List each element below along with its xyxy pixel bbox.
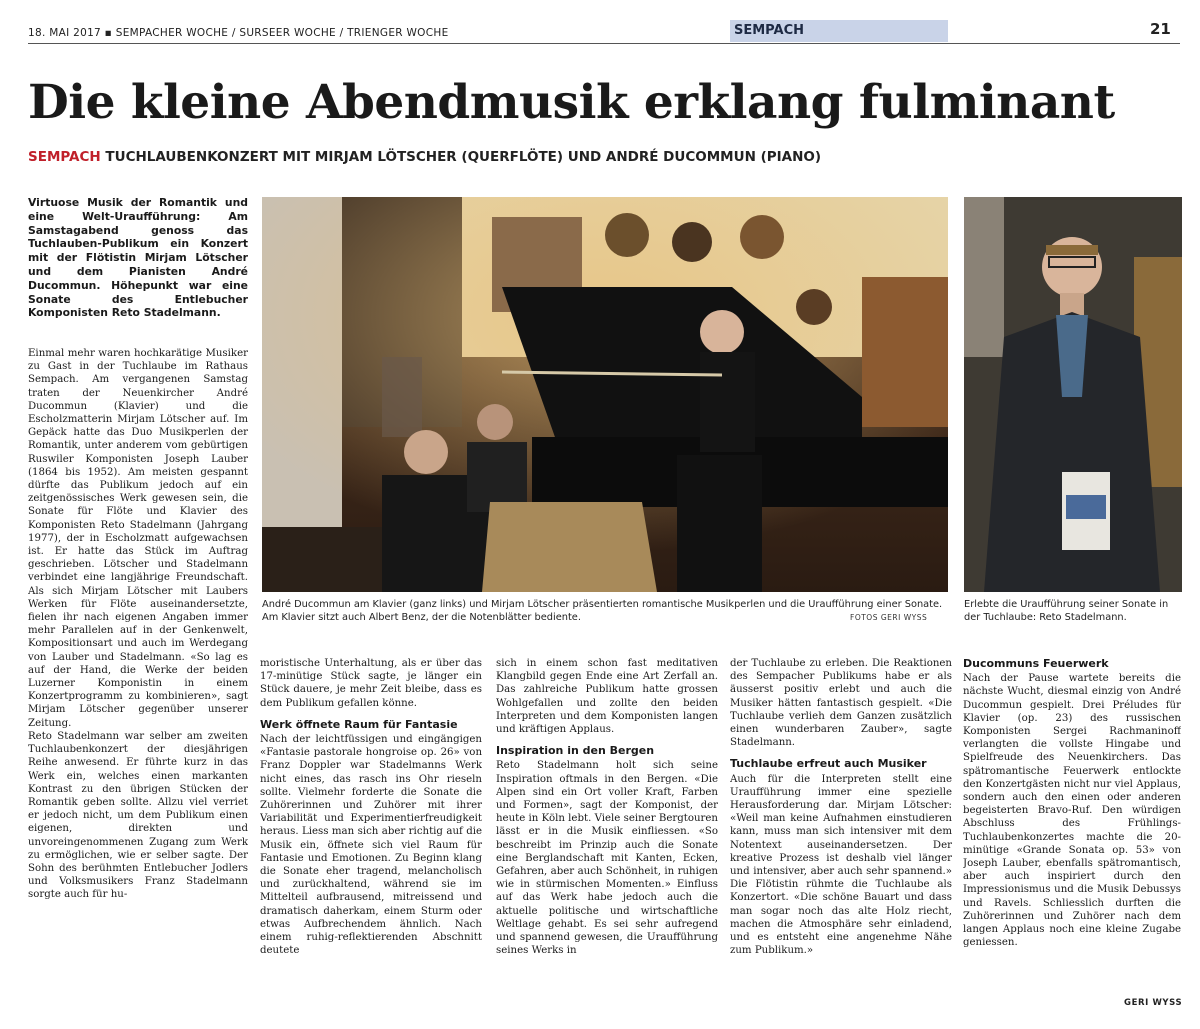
body-paragraph: der Tuchlaube zu erleben. Die Reaktionen des Sempacher Publikums habe er als äusserst positiv erlebt und auch die Musiker hätten fantastisch gespielt. «Die Tuchlaube verlieh dem Ganzen zusätzlich einen wunderbaren Zauber», sagte Stadelmann. xyxy=(730,658,952,749)
column-3 xyxy=(496,657,718,1015)
column-4 xyxy=(730,657,952,1015)
author-signature: GERI WYSS xyxy=(1124,998,1183,1008)
body-paragraph: Reto Stadelmann holt sich seine Inspiration oftmals in den Bergen. «Die Alpen sind ein Ort voller Kraft, Farben und Formen», sagt der Komponist, der heute in Köln lebt. Viele seiner Bergtouren lässt er in die Musik einfliessen. «So beschreibt im Prinzip auch die Sonate eine Berglandschaft mit Kanten, Ecken, Gefahren, aber auch Schönheit, in ruhigen wie in stürmischen Momenten.» Einfluss auf das Werk habe jedoch auch die aktuelle politische und wirtschaftliche Weltlage gehabt. Es sei sehr aufregend und spannend gewesen, die Uraufführung seines Werks in xyxy=(496,760,718,957)
photo-credit: FOTOS GERI WYSS xyxy=(850,613,928,622)
kicker: SEMPACH xyxy=(28,149,101,165)
body-paragraph: moristische Unterhaltung, als er über das 17-minütige Stück sagte, je länger ein Stück dauere, je mehr Zeit bleibe, dass es dem Publikum gefallen könne. xyxy=(260,658,482,709)
body-paragraph: Nach der leichtfüssigen und eingängigen «Fantasie pastorale hongroise op. 26» von Franz Doppler war Stadelmanns Werk nicht eines, das rasch ins Ohr rieseln sollte. Vielmehr forderte die Sonate die Zuhörerinnen und Zuhörer mit ihrer Variabilität und Experimentierfreudigkeit heraus. Liess man sich aber richtig auf die Musik ein, öffnete sich viel Raum für Fantasie und Emotionen. Zu Beginn klang die Sonate eher tragend, melancholisch und zurückhaltend, während sie im Mittelteil aufbrausend, mitreissend und dramatisch daherkam, einem Sturm oder etwas Aufbrechendem ähnlich. Nach einem ruhig-reflektierenden Abschnitt deutete xyxy=(260,734,482,957)
body-paragraph: Einmal mehr waren hochkarätige Musiker zu Gast in der Tuchlaube im Rathaus Sempach. Am vergangenen Samstag traten der Neuenkircher André Ducommun (Klavier) und die Escholzmatterin Mirjam Lötscher auf. Im Gepäck hatte das Duo Musikperlen der Romantik, unter anderem vom gebürtigen Ruswiler Komponisten Joseph Lauber (1864 bis 1952). Am meisten gespannt dürfte das Publikum jedoch auf ein zeitgenössisches Werk gewesen sein, die Sonate für Flöte und Klavier des Komponisten Reto Stadelmann (Jahrgang 1977), der in Escholzmatt aufgewachsen ist. Er hatte das Stück im Auftrag geschrieben. Lötscher und Stadelmann verbindet eine langjährige Freundschaft. Als sich Mirjam Lötscher mit Laubers Werken für Flöte auseinandersetzte, fielen ihr nach eigenen Angaben immer mehr Parallelen auf in der Genkenwelt, Kompositionsart und auch im Werdegang von Lauber und Stadelmann. «So lag es auf der Hand, die Werke der beiden Luzerner Komponistin in einem Konzertprogramm zu kombinieren», sagt Mirjam Lötscher gegenüber unserer Zeitung. xyxy=(28,348,248,729)
concert-photo xyxy=(262,197,948,592)
subheading: Inspiration in den Bergen xyxy=(496,744,655,758)
column-1 xyxy=(28,347,248,1017)
body-paragraph: Auch für die Interpreten stellt eine Uraufführung immer eine spezielle Herausforderung dar. Mirjam Lötscher: «Weil man keine Aufnahmen einstudieren kann, muss man sich intensiver mit dem Notentext auseinandersetzen. Der kreative Prozess ist deshalb viel länger und intensiver, aber auch sehr spannend.» Die Flötistin rühmte die Tuchlaube als Konzertort. «Die schöne Bauart und dass man sogar noch das alte Holz riecht, machen die Atmosphäre sehr einladend, und es entsteht eine angenehme Nähe zum Publikum.» xyxy=(730,773,952,957)
subheadline-row xyxy=(28,149,821,165)
photo-caption-main: André Ducommun am Klavier (ganz links) und Mirjam Lötscher präsentierten romantische Musikperlen und die Uraufführung einer Sonate. Am Klavier sitzt auch Albert Benz, der die Notenblätter bediente. xyxy=(262,599,943,623)
headline: Die kleine Abendmusik erklang fulminant xyxy=(28,75,1115,130)
body-paragraph: Reto Stadelmann war selber am zweiten Tuchlaubenkonzert der diesjährigen Reihe anwesend. Er führte kurz in das Werk ein, welches einen markanten Kontrast zu den übrigen Stücken der Romantik geben sollte. Allzu viel verriet er jedoch nicht, um dem Publikum einen eigenen, direkten und unvoreingenommenen Zugang zum Werk zu ermöglichen, wie er selber sagte. Der Sohn des berühmten Entlebucher Jodlers und Volksmusikers Franz Stadelmann sorgte auch für hu- xyxy=(28,730,248,901)
body-paragraph: sich in einem schon fast meditativen Klangbild gegen Ende eine Art Zerfall an. Das zahlreiche Publikum hatte grossen Wohlgefallen und zollte den beiden Interpreten und dem Komponisten langen und kräftigen Applaus. xyxy=(496,658,718,736)
composer-photo xyxy=(964,197,1182,592)
subheading: Tuchlaube erfreut auch Musiker xyxy=(730,757,927,771)
subheading: Werk öffnete Raum für Fantasie xyxy=(260,717,458,731)
lead-paragraph: Virtuose Musik der Romantik und eine Welt-Uraufführung: Am Samstagabend genoss das Tuchlauben-Publikum ein Konzert mit der Flötistin Mirjam Lötscher und dem Pianisten André Ducommun. Höhepunkt war eine Sonate des Entlebucher Komponisten Reto Stadelmann. xyxy=(28,196,248,320)
subheading: Ducommuns Feuerwerk xyxy=(963,657,1109,670)
photo-caption-side: Erlebte die Uraufführung seiner Sonate in der Tuchlaube: Reto Stadelmann. xyxy=(964,599,1169,623)
column-5 xyxy=(963,657,1181,1015)
section-tag: SEMPACH xyxy=(730,20,948,42)
body-paragraph: Nach der Pause wartete bereits die nächste Wucht, diesmal einzig von André Ducommun gespielt. Drei Préludes für Klavier (op. 23) des russischen Komponisten Sergei Rachmaninoff verlangten die vollste Hingabe und Spielfreude des Neuenkirchers. Das spätromantische Feuerwerk entlockte den Konzertgästen nicht nur viel Applaus, sondern auch den einen oder anderen begeisterten Bravo-Ruf. Den würdigen Abschluss des Frühlings-Tuchlaubenkonzertes machte die 20-minütige «Grande Sonata op. 53» von Joseph Lauber, ebenfalls spätromantisch, aber auch inspiriert durch den Impressionismus und die Musik Debussys und Ravels. Schliesslich durften die Zuhörerinnen und Zuhörer nach dem langen Applaus noch eine kleine Zugabe geniessen. xyxy=(963,673,1181,949)
column-2 xyxy=(260,657,482,1015)
subheadline: TUCHLAUBENKONZERT MIT MIRJAM LÖTSCHER (QUERFLÖTE) UND ANDRÉ DUCOMMUN (PIANO) xyxy=(105,149,822,165)
header-rule xyxy=(28,43,1180,44)
dateline: 18. MAI 2017 ▪ SEMPACHER WOCHE / SURSEER WOCHE / TRIENGER WOCHE xyxy=(28,27,449,39)
page-number: 21 xyxy=(1150,20,1171,38)
